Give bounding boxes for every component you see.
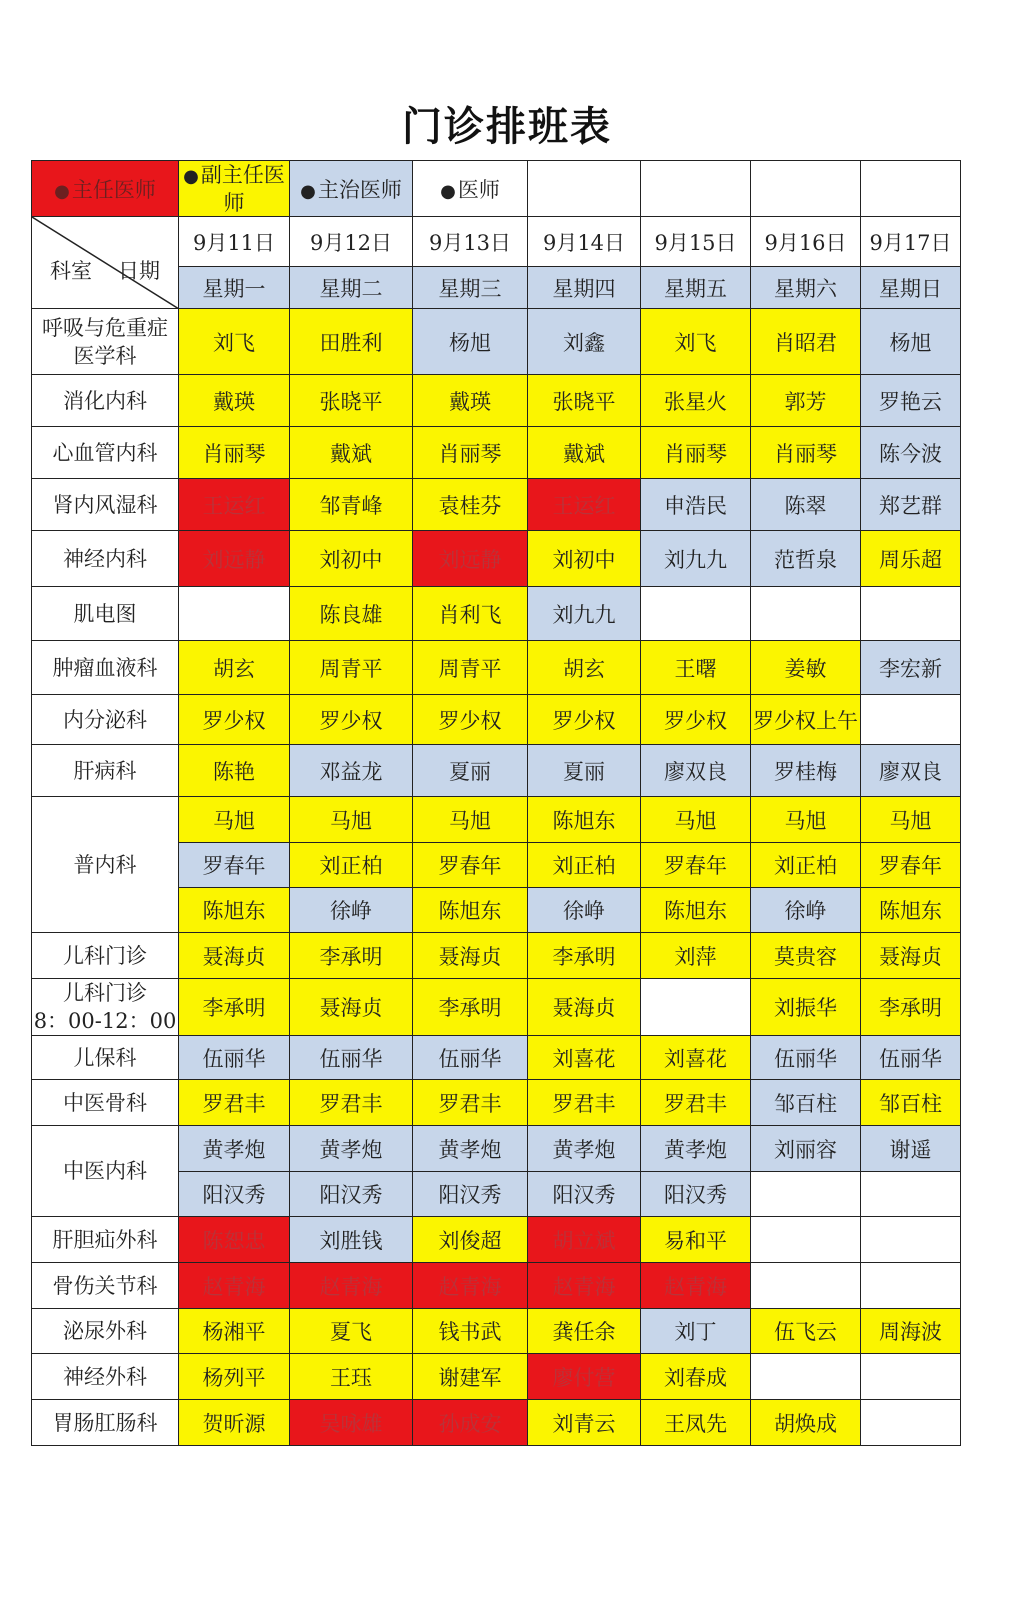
schedule-row bbox=[32, 1354, 961, 1400]
doctor-cell: 刘喜花 bbox=[641, 1036, 751, 1080]
doctor-cell: 刘正柏 bbox=[290, 843, 413, 888]
department-name bbox=[32, 1126, 179, 1217]
doctor-cell: 马旭 bbox=[179, 797, 290, 843]
department-label: 胃肠肛肠科 bbox=[52, 1410, 158, 1435]
doctor-cell: 陈艳 bbox=[179, 745, 290, 797]
doctor-cell bbox=[861, 1354, 961, 1400]
doctor-cell: 王运红 bbox=[528, 479, 641, 531]
department-name bbox=[32, 1036, 179, 1080]
schedule-row bbox=[32, 979, 961, 1036]
schedule-row bbox=[32, 1126, 961, 1172]
department-label: 内分泌科 bbox=[63, 707, 147, 732]
schedule-row bbox=[32, 531, 961, 587]
doctor-cell: 刘萍 bbox=[641, 933, 751, 979]
doctor-cell: 刘俊超 bbox=[413, 1217, 528, 1263]
doctor-cell: 刘胜钱 bbox=[290, 1217, 413, 1263]
doctor-cell: 廖双良 bbox=[861, 745, 961, 797]
doctor-cell: 赵青海 bbox=[641, 1263, 751, 1309]
department-hours: 8：00-12：00 bbox=[33, 1009, 177, 1033]
corner-date-label: 日期 bbox=[118, 259, 160, 283]
doctor-cell: 周青平 bbox=[290, 641, 413, 695]
department-name bbox=[32, 375, 179, 427]
doctor-cell: 王运红 bbox=[179, 479, 290, 531]
doctor-cell: 刘青云 bbox=[528, 1400, 641, 1446]
doctor-cell: 聂海贞 bbox=[861, 933, 961, 979]
doctor-cell: 贺昕源 bbox=[179, 1400, 290, 1446]
date-header: 9月15日 bbox=[641, 217, 751, 267]
department-name bbox=[32, 479, 179, 531]
doctor-cell: 徐峥 bbox=[751, 888, 861, 933]
schedule-row bbox=[32, 479, 961, 531]
doctor-cell: 肖利飞 bbox=[413, 587, 528, 641]
department-name bbox=[32, 695, 179, 745]
doctor-cell bbox=[751, 1354, 861, 1400]
doctor-cell: 陈旭东 bbox=[413, 888, 528, 933]
weekday-header: 星期四 bbox=[528, 267, 641, 309]
date-header: 9月16日 bbox=[751, 217, 861, 267]
corner-dept-label: 科室 bbox=[50, 259, 92, 283]
date-header: 9月17日 bbox=[861, 217, 961, 267]
doctor-cell: 李宏新 bbox=[861, 641, 961, 695]
department-label: 普内科 bbox=[73, 852, 137, 877]
schedule-row bbox=[32, 933, 961, 979]
doctor-cell: 王凤先 bbox=[641, 1400, 751, 1446]
doctor-cell bbox=[751, 1172, 861, 1217]
department-name bbox=[32, 1080, 179, 1126]
schedule-row bbox=[32, 745, 961, 797]
doctor-cell: 田胜利 bbox=[290, 309, 413, 375]
doctor-cell: 王珏 bbox=[290, 1354, 413, 1400]
doctor-cell: 刘春成 bbox=[641, 1354, 751, 1400]
doctor-cell: 周青平 bbox=[413, 641, 528, 695]
department-name bbox=[32, 587, 179, 641]
doctor-cell: 徐峥 bbox=[290, 888, 413, 933]
doctor-cell: 刘远静 bbox=[179, 531, 290, 587]
department-name bbox=[32, 1400, 179, 1446]
doctor-cell: 阳汉秀 bbox=[179, 1172, 290, 1217]
doctor-cell: 陈旭东 bbox=[861, 888, 961, 933]
schedule-row bbox=[32, 1263, 961, 1309]
department-label: 心血管内科 bbox=[52, 440, 158, 465]
doctor-cell: 莫贵容 bbox=[751, 933, 861, 979]
department-label: 中医骨科 bbox=[63, 1090, 147, 1115]
doctor-cell: 阳汉秀 bbox=[413, 1172, 528, 1217]
doctor-cell: 龚任余 bbox=[528, 1309, 641, 1354]
doctor-cell: 杨旭 bbox=[413, 309, 528, 375]
weekday-header: 星期三 bbox=[413, 267, 528, 309]
schedule-row bbox=[32, 1217, 961, 1263]
doctor-cell: 胡玄 bbox=[179, 641, 290, 695]
doctor-cell: 李承明 bbox=[179, 979, 290, 1036]
doctor-cell: 李承明 bbox=[290, 933, 413, 979]
doctor-cell: 胡玄 bbox=[528, 641, 641, 695]
schedule-row bbox=[32, 1080, 961, 1126]
legend-attending-physician: ●主治医师 bbox=[290, 161, 413, 217]
doctor-cell: 聂海贞 bbox=[528, 979, 641, 1036]
doctor-cell bbox=[861, 1217, 961, 1263]
doctor-cell: 赵青海 bbox=[179, 1263, 290, 1309]
doctor-cell: 阳汉秀 bbox=[528, 1172, 641, 1217]
doctor-cell: 罗君丰 bbox=[290, 1080, 413, 1126]
doctor-cell: 聂海贞 bbox=[179, 933, 290, 979]
doctor-cell: 黄孝炮 bbox=[528, 1126, 641, 1172]
date-header: 9月14日 bbox=[528, 217, 641, 267]
doctor-cell: 张晓平 bbox=[290, 375, 413, 427]
doctor-cell: 刘初中 bbox=[290, 531, 413, 587]
doctor-cell: 黄孝炮 bbox=[641, 1126, 751, 1172]
department-name bbox=[32, 531, 179, 587]
doctor-cell: 赵青海 bbox=[290, 1263, 413, 1309]
doctor-cell bbox=[751, 1263, 861, 1309]
doctor-cell: 戴斌 bbox=[290, 427, 413, 479]
doctor-cell: 陈今波 bbox=[861, 427, 961, 479]
department-label: 肌电图 bbox=[73, 601, 137, 626]
doctor-cell: 黄孝炮 bbox=[413, 1126, 528, 1172]
doctor-cell: 陈翠 bbox=[751, 479, 861, 531]
department-label: 肾内风湿科 bbox=[52, 492, 158, 517]
department-name bbox=[32, 1354, 179, 1400]
doctor-cell: 胡焕成 bbox=[751, 1400, 861, 1446]
doctor-cell: 伍丽华 bbox=[179, 1036, 290, 1080]
doctor-cell bbox=[861, 1400, 961, 1446]
doctor-cell: 杨湘平 bbox=[179, 1309, 290, 1354]
doctor-cell: 罗少权 bbox=[290, 695, 413, 745]
department-label: 消化内科 bbox=[63, 388, 147, 413]
doctor-cell: 伍丽华 bbox=[290, 1036, 413, 1080]
doctor-cell: 刘正柏 bbox=[751, 843, 861, 888]
department-label: 呼吸与危重症医学科 bbox=[42, 315, 168, 368]
doctor-cell: 张晓平 bbox=[528, 375, 641, 427]
doctor-cell: 肖丽琴 bbox=[179, 427, 290, 479]
doctor-cell: 刘九九 bbox=[528, 587, 641, 641]
doctor-cell: 胡立斌 bbox=[528, 1217, 641, 1263]
department-label: 骨伤关节科 bbox=[52, 1273, 158, 1298]
doctor-cell: 孙成安 bbox=[413, 1400, 528, 1446]
doctor-cell: 刘飞 bbox=[641, 309, 751, 375]
doctor-cell: 钱书武 bbox=[413, 1309, 528, 1354]
doctor-cell bbox=[861, 587, 961, 641]
department-label: 泌尿外科 bbox=[63, 1319, 147, 1343]
weekday-header: 星期一 bbox=[179, 267, 290, 309]
doctor-cell: 刘振华 bbox=[751, 979, 861, 1036]
department-label: 肝病科 bbox=[73, 758, 137, 783]
legend-empty bbox=[751, 161, 861, 217]
doctor-cell: 肖丽琴 bbox=[751, 427, 861, 479]
schedule-table bbox=[31, 160, 961, 1446]
doctor-cell: 邹青峰 bbox=[290, 479, 413, 531]
doctor-cell: 马旭 bbox=[861, 797, 961, 843]
doctor-cell bbox=[861, 1263, 961, 1309]
doctor-cell: 罗桂梅 bbox=[751, 745, 861, 797]
doctor-cell: 邓益龙 bbox=[290, 745, 413, 797]
doctor-cell: 戴斌 bbox=[528, 427, 641, 479]
doctor-cell: 杨旭 bbox=[861, 309, 961, 375]
doctor-cell: 肖丽琴 bbox=[641, 427, 751, 479]
doctor-cell: 赵青海 bbox=[528, 1263, 641, 1309]
department-name bbox=[32, 1217, 179, 1263]
doctor-cell: 范哲泉 bbox=[751, 531, 861, 587]
doctor-cell: 袁桂芬 bbox=[413, 479, 528, 531]
doctor-cell: 李承明 bbox=[528, 933, 641, 979]
doctor-cell: 黄孝炮 bbox=[290, 1126, 413, 1172]
doctor-cell bbox=[751, 1217, 861, 1263]
doctor-cell: 刘喜花 bbox=[528, 1036, 641, 1080]
page-title: 门诊排班表 bbox=[402, 104, 612, 150]
doctor-cell: 肖昭君 bbox=[751, 309, 861, 375]
doctor-cell: 刘飞 bbox=[179, 309, 290, 375]
weekday-header: 星期五 bbox=[641, 267, 751, 309]
doctor-cell bbox=[179, 587, 290, 641]
doctor-cell bbox=[751, 587, 861, 641]
date-row bbox=[32, 217, 961, 267]
department-name bbox=[32, 933, 179, 979]
department-label: 神经内科 bbox=[63, 546, 147, 571]
department-label: 中医内科 bbox=[63, 1159, 147, 1183]
doctor-cell: 郑艺群 bbox=[861, 479, 961, 531]
department-name bbox=[32, 1309, 179, 1354]
doctor-cell: 姜敏 bbox=[751, 641, 861, 695]
doctor-cell: 陈恕忠 bbox=[179, 1217, 290, 1263]
doctor-cell: 刘丽容 bbox=[751, 1126, 861, 1172]
doctor-cell: 聂海贞 bbox=[290, 979, 413, 1036]
doctor-cell: 阳汉秀 bbox=[641, 1172, 751, 1217]
doctor-cell: 罗少权 bbox=[641, 695, 751, 745]
schedule-row bbox=[32, 1036, 961, 1080]
doctor-cell: 刘九九 bbox=[641, 531, 751, 587]
doctor-cell: 陈旭东 bbox=[641, 888, 751, 933]
schedule-row bbox=[32, 797, 961, 843]
department-label: 神经外科 bbox=[63, 1364, 147, 1389]
department-name bbox=[32, 1263, 179, 1309]
doctor-cell: 伍丽华 bbox=[861, 1036, 961, 1080]
date-header: 9月12日 bbox=[290, 217, 413, 267]
doctor-cell: 罗君丰 bbox=[413, 1080, 528, 1126]
doctor-cell: 刘初中 bbox=[528, 531, 641, 587]
doctor-cell: 赵青海 bbox=[413, 1263, 528, 1309]
doctor-cell: 李承明 bbox=[413, 979, 528, 1036]
legend-row bbox=[32, 161, 961, 217]
doctor-cell: 张星火 bbox=[641, 375, 751, 427]
doctor-cell: 伍飞云 bbox=[751, 1309, 861, 1354]
doctor-cell: 罗少权上午 bbox=[751, 695, 861, 745]
doctor-cell: 徐峥 bbox=[528, 888, 641, 933]
doctor-cell: 罗少权 bbox=[528, 695, 641, 745]
doctor-cell: 罗春年 bbox=[179, 843, 290, 888]
department-label: 肿瘤血液科 bbox=[52, 655, 158, 680]
doctor-cell: 罗春年 bbox=[413, 843, 528, 888]
legend-physician: ●医师 bbox=[413, 161, 528, 217]
doctor-cell: 杨列平 bbox=[179, 1354, 290, 1400]
doctor-cell: 吴咏雄 bbox=[290, 1400, 413, 1446]
doctor-cell: 罗君丰 bbox=[179, 1080, 290, 1126]
doctor-cell: 黄孝炮 bbox=[179, 1126, 290, 1172]
doctor-cell: 邹百柱 bbox=[751, 1080, 861, 1126]
doctor-cell: 罗君丰 bbox=[528, 1080, 641, 1126]
doctor-cell: 刘正柏 bbox=[528, 843, 641, 888]
legend-associate-chief-physician: ●副主任医师 bbox=[179, 161, 290, 217]
department-name bbox=[32, 979, 179, 1036]
doctor-cell: 戴瑛 bbox=[179, 375, 290, 427]
department-label: 儿科门诊 bbox=[63, 943, 147, 968]
doctor-cell: 刘丁 bbox=[641, 1309, 751, 1354]
doctor-cell: 刘鑫 bbox=[528, 309, 641, 375]
legend-empty bbox=[641, 161, 751, 217]
department-name bbox=[32, 797, 179, 933]
department-name bbox=[32, 427, 179, 479]
doctor-cell bbox=[861, 1172, 961, 1217]
department-label: 儿保科 bbox=[73, 1045, 137, 1070]
doctor-cell: 罗艳云 bbox=[861, 375, 961, 427]
doctor-cell: 伍丽华 bbox=[751, 1036, 861, 1080]
doctor-cell: 陈旭东 bbox=[528, 797, 641, 843]
doctor-cell: 廖双良 bbox=[641, 745, 751, 797]
schedule-row bbox=[32, 695, 961, 745]
weekday-header: 星期六 bbox=[751, 267, 861, 309]
department-label: 儿科门诊 bbox=[63, 981, 147, 1005]
doctor-cell: 申浩民 bbox=[641, 479, 751, 531]
doctor-cell: 马旭 bbox=[641, 797, 751, 843]
schedule-row bbox=[32, 1309, 961, 1354]
doctor-cell bbox=[641, 587, 751, 641]
doctor-cell: 陈旭东 bbox=[179, 888, 290, 933]
doctor-cell bbox=[641, 979, 751, 1036]
schedule-row bbox=[32, 427, 961, 479]
schedule-row bbox=[32, 375, 961, 427]
doctor-cell: 夏丽 bbox=[528, 745, 641, 797]
legend-empty bbox=[861, 161, 961, 217]
doctor-cell: 肖丽琴 bbox=[413, 427, 528, 479]
schedule-row bbox=[32, 641, 961, 695]
doctor-cell: 罗春年 bbox=[861, 843, 961, 888]
doctor-cell: 夏飞 bbox=[290, 1309, 413, 1354]
doctor-cell: 刘远静 bbox=[413, 531, 528, 587]
doctor-cell: 罗春年 bbox=[641, 843, 751, 888]
schedule-row bbox=[32, 309, 961, 375]
doctor-cell: 陈良雄 bbox=[290, 587, 413, 641]
doctor-cell: 罗少权 bbox=[413, 695, 528, 745]
department-name bbox=[32, 745, 179, 797]
weekday-header: 星期日 bbox=[861, 267, 961, 309]
doctor-cell: 罗少权 bbox=[179, 695, 290, 745]
doctor-cell: 伍丽华 bbox=[413, 1036, 528, 1080]
doctor-cell: 易和平 bbox=[641, 1217, 751, 1263]
doctor-cell: 阳汉秀 bbox=[290, 1172, 413, 1217]
doctor-cell: 周乐超 bbox=[861, 531, 961, 587]
doctor-cell: 郭芳 bbox=[751, 375, 861, 427]
doctor-cell: 周海波 bbox=[861, 1309, 961, 1354]
doctor-cell: 王曙 bbox=[641, 641, 751, 695]
doctor-cell: 罗君丰 bbox=[641, 1080, 751, 1126]
doctor-cell: 戴瑛 bbox=[413, 375, 528, 427]
weekday-header: 星期二 bbox=[290, 267, 413, 309]
legend-chief-physician: ●主任医师 bbox=[32, 161, 179, 217]
doctor-cell: 廖付营 bbox=[528, 1354, 641, 1400]
doctor-cell: 聂海贞 bbox=[413, 933, 528, 979]
department-label: 肝胆疝外科 bbox=[52, 1227, 158, 1252]
doctor-cell: 马旭 bbox=[751, 797, 861, 843]
schedule-row bbox=[32, 1400, 961, 1446]
doctor-cell: 马旭 bbox=[413, 797, 528, 843]
legend-empty bbox=[528, 161, 641, 217]
doctor-cell: 夏丽 bbox=[413, 745, 528, 797]
date-header: 9月11日 bbox=[179, 217, 290, 267]
doctor-cell: 马旭 bbox=[290, 797, 413, 843]
doctor-cell: 谢遥 bbox=[861, 1126, 961, 1172]
department-name bbox=[32, 309, 179, 375]
doctor-cell: 谢建军 bbox=[413, 1354, 528, 1400]
date-header: 9月13日 bbox=[413, 217, 528, 267]
corner-header bbox=[32, 217, 179, 309]
doctor-cell: 李承明 bbox=[861, 979, 961, 1036]
doctor-cell bbox=[861, 695, 961, 745]
schedule-row bbox=[32, 587, 961, 641]
department-name bbox=[32, 641, 179, 695]
doctor-cell: 邹百柱 bbox=[861, 1080, 961, 1126]
